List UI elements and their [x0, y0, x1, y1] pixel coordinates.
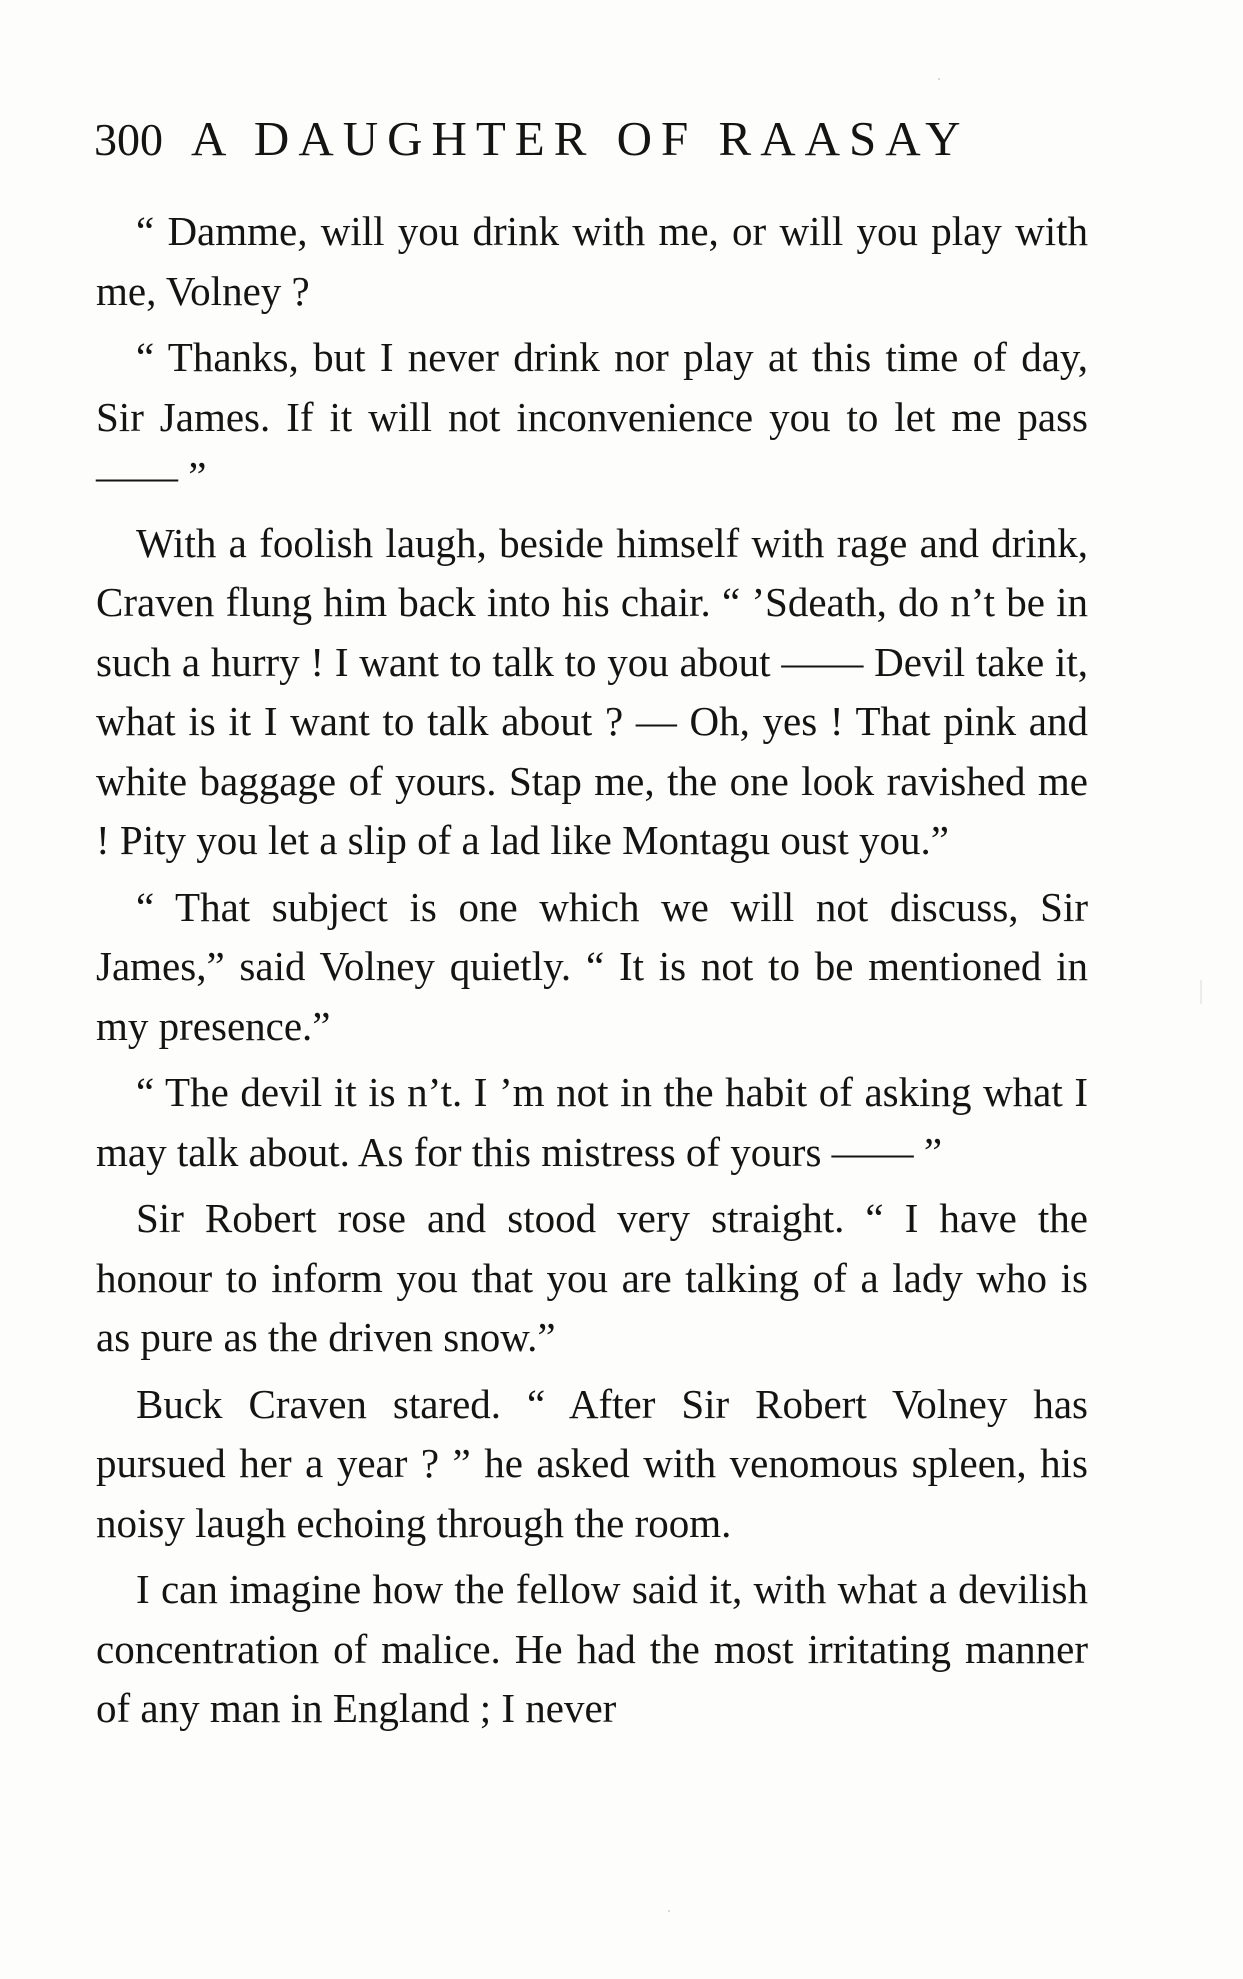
paragraph: “ The devil it is n’t. I ’m not in the habit of asking what I may talk about. As for this mistress of yours —— ” [96, 1069, 1088, 1175]
paragraph: “ Damme, will you drink with me, or will you play with me, Volney ? [96, 208, 1088, 314]
scan-speck [1200, 980, 1202, 1004]
paragraph: Sir Robert rose and stood very straight. “ I have the honour to inform you that you are talking of a lady who is as pure as the driven snow.” [96, 1195, 1088, 1360]
paragraph: With a foolish laugh, beside himself with rage and drink, Craven flung him back into his chair. “ ’Sdeath, do n’t be in such a hurry ! I want to talk to you about —— Devil take it, what is it I want to talk about ? — Oh, yes ! That pink and white baggage of yours. Stap me, the one look ravished me ! Pity you let a slip of a lad like Montagu oust you.” [96, 519, 1088, 863]
scan-speck [938, 78, 940, 80]
paragraph: Buck Craven stared. “ After Sir Robert Volney has pursued her a year ? ” he asked with venomous spleen, his noisy laugh echoing through the room. [96, 1380, 1088, 1546]
page-number: 300 [94, 114, 163, 165]
paragraph: “ That subject is one which we will not discuss, Sir James,” said Volney quietly. “ It is not to be mentioned in my presence.” [96, 883, 1088, 1049]
scan-speck [668, 1910, 670, 1912]
body-text [96, 202, 1088, 1746]
running-title: A DAUGHTER OF RAASAY [191, 111, 970, 166]
paragraph: I can imagine how the fellow said it, with what a devilish concentration of malice. He had the most irritating manner of any man in England ; I never [96, 1566, 1088, 1731]
paragraph: “ Thanks, but I never drink nor play at this time of day, Sir James. If it will not inconvenience you to let me pass —— ” [96, 334, 1088, 499]
page-header [94, 104, 1094, 174]
